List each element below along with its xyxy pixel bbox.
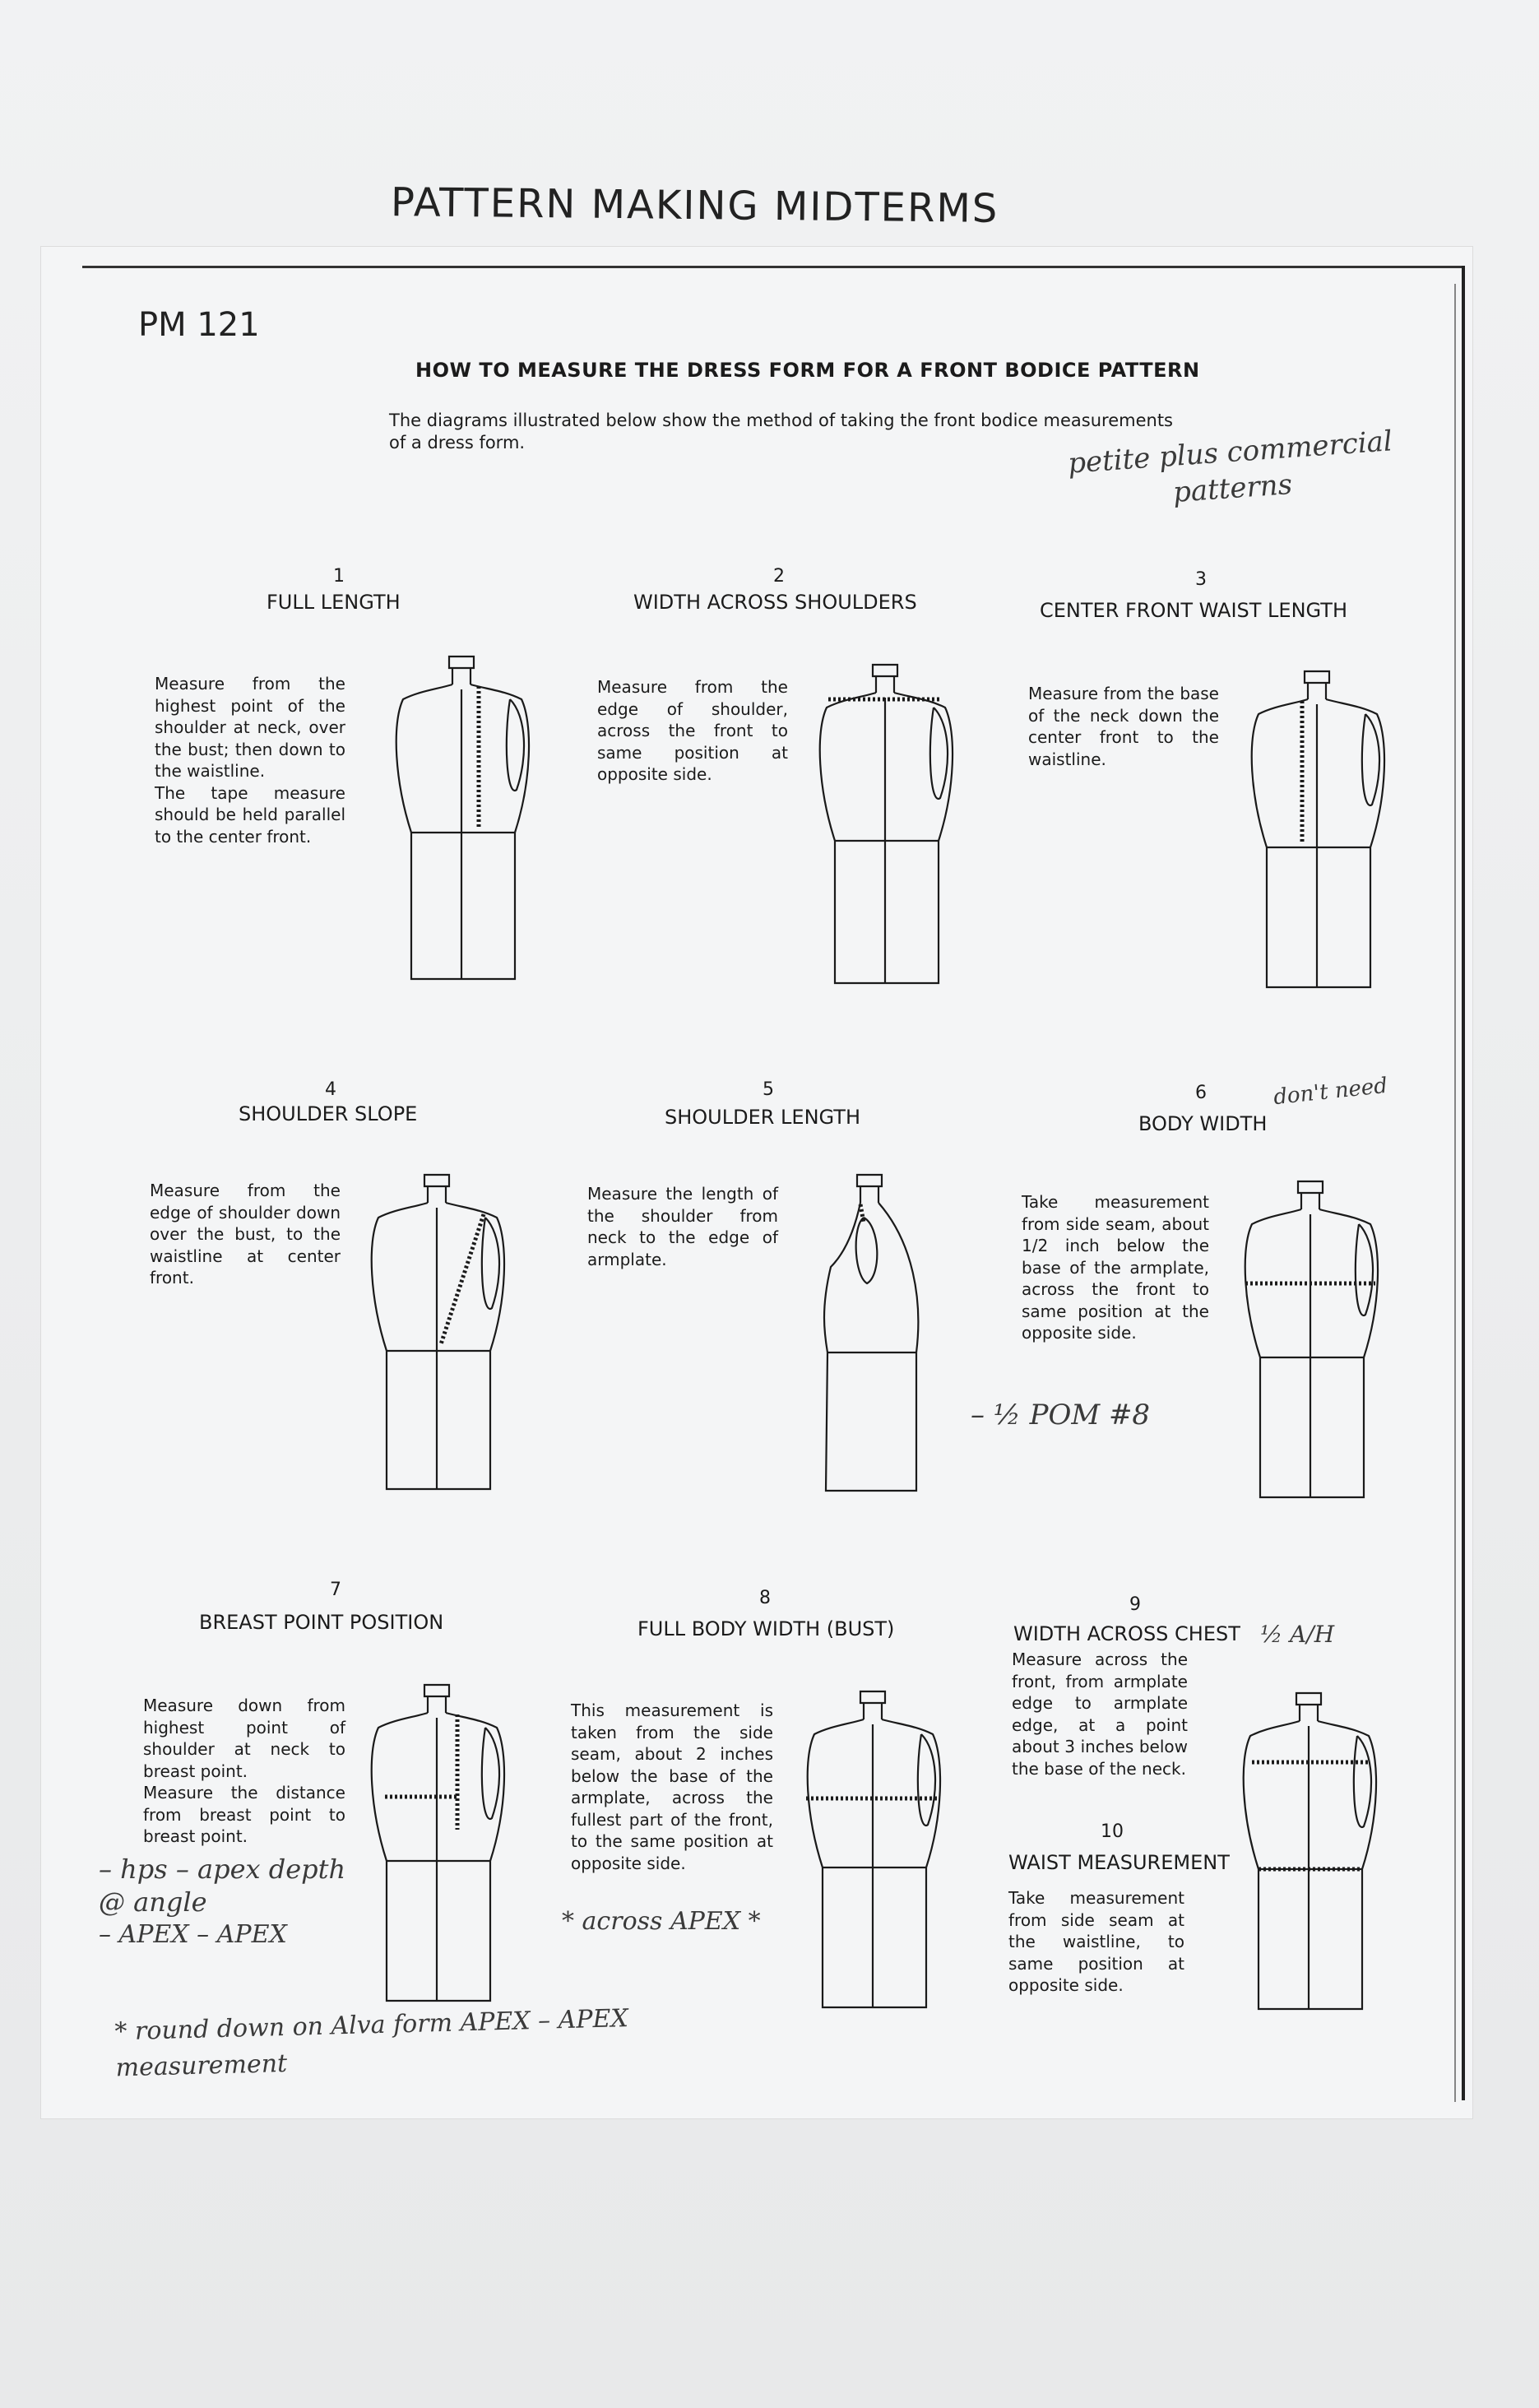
measure-10-desc-line: Take measurement from side seam at the waistline, to same position at opposite side. <box>1008 1888 1184 1995</box>
dress-form-6 <box>1235 1175 1384 1507</box>
measure-5-desc-line: Measure the length of the shoulder from neck to the edge of armplate. <box>587 1184 778 1269</box>
measure-7-description <box>143 1695 345 1848</box>
measure-1-description <box>155 673 345 847</box>
measure-7-desc-line: Measure down from highest point of shoulder at neck to breast point. <box>143 1696 345 1781</box>
measure-8-desc-line: This measurement is taken from the side seam, about 2 inches below the base of the armplate, across the fullest part of the front, to the same position at opposite side. <box>571 1700 773 1873</box>
measure-10-title: WAIST MEASUREMENT <box>1008 1851 1230 1874</box>
measure-2-description <box>597 676 788 786</box>
measure-5-title: SHOULDER LENGTH <box>665 1106 860 1129</box>
measure-4-desc-line: Measure from the edge of shoulder down over the bust, to the waistline at center front. <box>150 1181 341 1288</box>
measure-6-desc-line: Take measurement from side seam, about 1/2 inch below the base of the armplate, across the front to same position at the opposite side. <box>1022 1192 1209 1343</box>
measure-8-title: FULL BODY WIDTH (BUST) <box>637 1617 895 1640</box>
measure-9-desc-line: Measure across the front, from armplate edge to armplate edge, at a point about 3 inches below the base of the neck. <box>1012 1649 1188 1779</box>
note-half-ah: ½ A/H <box>1260 1621 1335 1648</box>
measure-7-title: BREAST POINT POSITION <box>199 1611 444 1634</box>
note-hps-apex: – hps – apex depth @ angle <box>99 1854 346 1918</box>
handwritten-title: PATTERN MAKING MIDTERMS <box>390 179 999 232</box>
measure-6-description <box>1022 1191 1209 1344</box>
measure-5-number: 5 <box>763 1079 774 1100</box>
measure-7-number: 7 <box>330 1580 341 1600</box>
dress-form-9-10 <box>1234 1687 1382 2019</box>
measure-2-number: 2 <box>773 566 785 587</box>
intro-text: The diagrams illustrated below show the method of taking the front bodice measurements of a dress form. <box>389 411 1173 452</box>
measure-1-desc-line: The tape measure should be held parallel to the center front. <box>155 782 345 847</box>
note-pom: – ½ POM #8 <box>971 1399 1151 1431</box>
dress-form-3 <box>1242 665 1390 997</box>
frame-top-border <box>82 266 1464 268</box>
dress-form-4 <box>362 1168 510 1501</box>
measure-5-description <box>587 1183 778 1270</box>
measure-8-description <box>571 1700 773 1874</box>
note-petite: petite plus commercial patterns <box>1066 425 1393 509</box>
measure-9-description <box>1012 1649 1188 1779</box>
measure-1-title: FULL LENGTH <box>267 591 401 614</box>
measure-1-desc-line: Measure from the highest point of the shoulder at neck, over the bust; then down to the waistline. <box>155 674 345 781</box>
measure-2-title: WIDTH ACROSS SHOULDERS <box>633 591 917 614</box>
note-apex-apex: – APEX – APEX <box>99 1920 287 1949</box>
measure-3-title: CENTER FRONT WAIST LENGTH <box>1040 599 1347 622</box>
dress-form-5-side <box>814 1168 938 1501</box>
measure-8-number: 8 <box>759 1588 771 1608</box>
measure-4-number: 4 <box>325 1079 336 1100</box>
frame-right-shadow <box>1454 284 1456 2102</box>
measure-6-title: BODY WIDTH <box>1138 1112 1268 1135</box>
measure-9-number: 9 <box>1129 1594 1141 1615</box>
measure-3-number: 3 <box>1195 569 1207 590</box>
measure-9-title: WIDTH ACROSS CHEST <box>1013 1622 1240 1645</box>
measure-1-number: 1 <box>333 566 345 587</box>
measure-10-description <box>1008 1887 1184 1997</box>
measure-3-description <box>1028 683 1219 770</box>
page-heading: HOW TO MEASURE THE DRESS FORM FOR A FRONT BODICE PATTERN <box>415 359 1200 382</box>
measure-3-desc-line: Measure from the base of the neck down the center front to the waistline. <box>1028 684 1219 769</box>
note-dont-need: don't need <box>1272 1073 1389 1111</box>
measure-6-number: 6 <box>1195 1083 1207 1103</box>
dress-form-1 <box>387 650 535 982</box>
measure-4-description <box>150 1180 341 1289</box>
note-round-down: * round down on Alva form APEX – APEX measurement <box>114 2004 629 2083</box>
dress-form-2 <box>810 658 958 991</box>
frame-right-border <box>1462 266 1465 2100</box>
dress-form-8 <box>798 1685 946 2017</box>
measure-4-title: SHOULDER SLOPE <box>239 1102 418 1125</box>
measure-10-number: 10 <box>1101 1821 1124 1842</box>
measure-2-desc-line: Measure from the edge of shoulder, across the front to same position at opposite side. <box>597 677 788 784</box>
dress-form-7 <box>362 1678 510 2011</box>
note-across-apex: * across APEX * <box>562 1907 761 1936</box>
course-code: PM 121 <box>138 306 260 344</box>
measure-7-desc-line: Measure the distance from breast point to breast point. <box>143 1783 345 1846</box>
